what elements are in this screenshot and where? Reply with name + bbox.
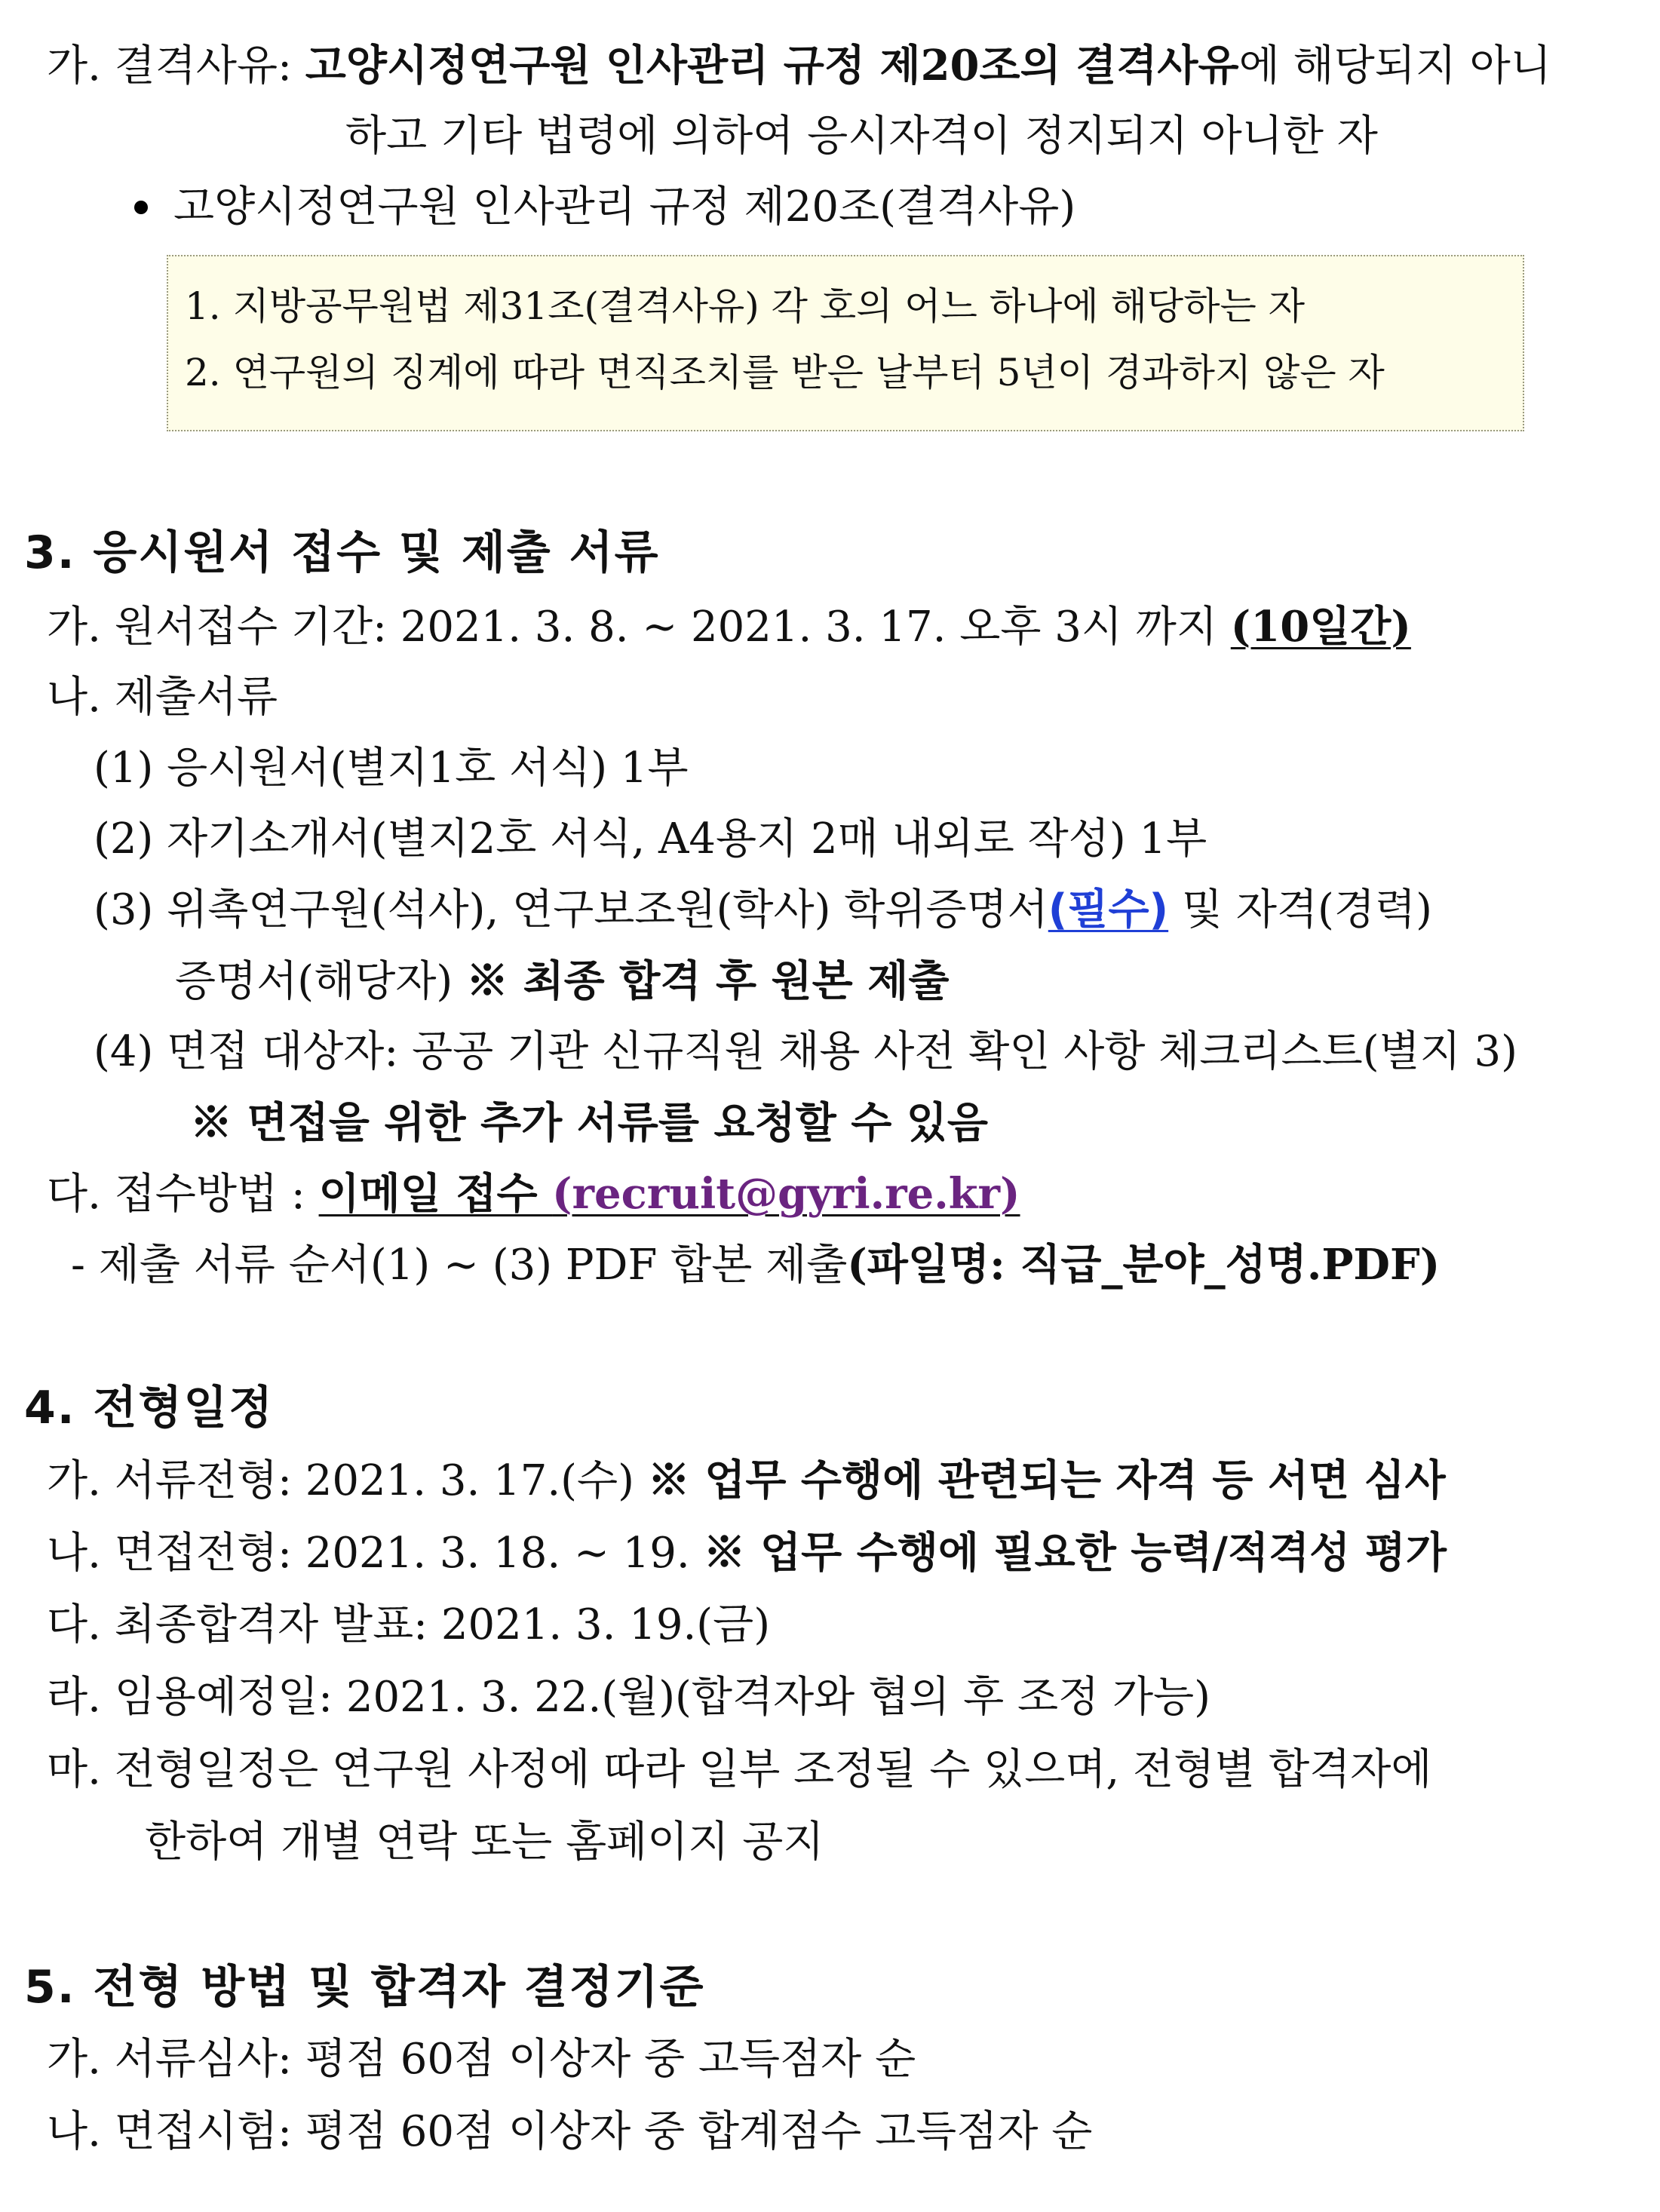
qual-label: 가. 결격사유: xyxy=(47,41,305,91)
qual-line-2: 하고 기타 법령에 의하여 응시자격이 정지되지 아니한 자 xyxy=(345,112,1378,161)
document-item-4: (4) 면접 대상자: 공공 기관 신규직원 채용 사전 확인 사항 체크리스트(별지 3) xyxy=(94,1027,1518,1076)
qual-bullet-item xyxy=(134,181,1075,234)
criteria-interview: 나. 면접시험: 평점 60점 이상자 중 합계점수 고득점자 순 xyxy=(47,2107,1093,2156)
application-period xyxy=(47,600,1411,654)
required-mark: (필수) xyxy=(1048,885,1169,934)
document-item-2: (2) 자기소개서(별지2호 서식, A4용지 2매 내외로 작성) 1부 xyxy=(94,815,1207,864)
schedule-interview-note: ※ 업무 수행에 필요한 능력/적격성 평가 xyxy=(703,1528,1447,1578)
bullet-icon xyxy=(134,201,148,214)
submission-method-label: 다. 접수방법 : xyxy=(47,1170,319,1219)
file-name-format: (파일명: 직급_분야_성명.PDF) xyxy=(847,1240,1441,1290)
schedule-document-screening-date: 가. 서류전형: 2021. 3. 17.(수) xyxy=(47,1456,648,1505)
email-link[interactable]: (recruit@gyri.re.kr) xyxy=(552,1169,1020,1219)
qual-regulation-ref: 고양시정연구원 인사관리 규정 제20조의 결격사유 xyxy=(305,41,1239,91)
regulation-item: 2. 연구원의 징계에 따라 면직조치를 받은 날부터 5년이 경과하지 않은 자 xyxy=(185,351,1385,394)
document-item-3 xyxy=(94,884,1432,937)
additional-docs-note: ※ 면접을 위한 추가 서류를 요청할 수 있음 xyxy=(190,1098,989,1148)
document-item-3-cont: 증명서(해당자) xyxy=(175,957,467,1006)
qual-line-1 xyxy=(47,39,1551,93)
documents-label: 나. 제출서류 xyxy=(47,673,278,722)
schedule-notice: 마. 전형일정은 연구원 사정에 따라 일부 조정될 수 있으며, 전형별 합격자에 xyxy=(47,1745,1432,1794)
section-4-title: 4. 전형일정 xyxy=(24,1382,275,1434)
submission-method-value xyxy=(319,1169,1020,1219)
criteria-document-review: 가. 서류심사: 평점 60점 이상자 중 고득점자 순 xyxy=(47,2035,916,2084)
file-order-text: - 제출 서류 순서(1) ~ (3) PDF 합본 제출 xyxy=(71,1241,848,1290)
qual-bullet-text: 고양시정연구원 인사관리 규정 제20조(결격사유) xyxy=(173,183,1076,232)
document-item-3-line-2 xyxy=(175,955,949,1008)
application-period-text: 가. 원서접수 기간: 2021. 3. 8. ~ 2021. 3. 17. 오후 3시 까지 xyxy=(47,603,1231,652)
document-item-1: (1) 응시원서(별지1호 서식) 1부 xyxy=(94,744,689,793)
schedule-final-announcement: 다. 최종합격자 발표: 2021. 3. 19.(금) xyxy=(47,1600,771,1649)
schedule-appointment: 라. 임용예정일: 2021. 3. 22.(월)(합격자와 협의 후 조정 가능) xyxy=(47,1673,1210,1722)
email-submission: 이메일 접수 xyxy=(318,1169,553,1219)
document-item-3-text: (3) 위촉연구원(석사), 연구보조원(학사) 학위증명서 xyxy=(94,885,1048,934)
application-period-days: (10일간) xyxy=(1230,602,1411,652)
regulation-item: 1. 지방공무원법 제31조(결격사유) 각 호의 어느 하나에 해당하는 자 xyxy=(185,284,1305,328)
schedule-notice-cont: 한하여 개별 연락 또는 홈페이지 공지 xyxy=(145,1818,824,1867)
file-order-line xyxy=(71,1238,1440,1292)
qual-line-1-rest: 에 해당되지 아니 xyxy=(1238,41,1551,91)
regulation-box xyxy=(167,255,1524,431)
document-item-3-rest: 및 자격(경력) xyxy=(1168,885,1432,934)
original-submit-note: ※ 최종 합격 후 원본 제출 xyxy=(466,956,950,1006)
schedule-document-screening xyxy=(47,1454,1446,1508)
schedule-document-screening-note: ※ 업무 수행에 관련되는 자격 등 서면 심사 xyxy=(647,1456,1446,1505)
section-3-title: 3. 응시원서 접수 및 제출 서류 xyxy=(24,526,660,579)
schedule-interview-date: 나. 면접전형: 2021. 3. 18. ~ 19. xyxy=(47,1529,704,1578)
schedule-interview xyxy=(47,1526,1447,1580)
section-5-title: 5. 전형 방법 및 합격자 결정기준 xyxy=(24,1961,705,2014)
submission-method xyxy=(47,1167,1020,1221)
